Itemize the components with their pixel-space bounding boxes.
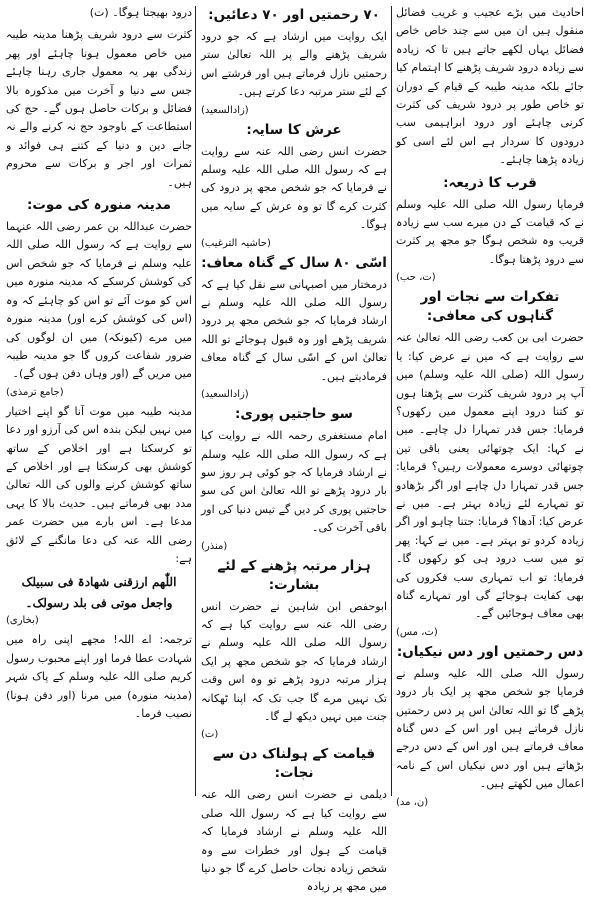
- document-page: [6, 4, 584, 894]
- intro-paragraph: احادیث میں بڑے عجیب و غریب فضائل منقول ہیں ان میں سے چند خاص خاص فضائل یہاں لکھے جاتے ہیں تا کہ زیادہ سے زیادہ درود شریف پڑھنے کا اہتمام کیا جائے بلکہ مدینہ طیبہ کے قیام کے دوران تو خاص طور پر درود شریف کی کثرت کرنی چاہئے اور درود ابراہیمی سب درودوں کا سردار ہے اس لئے اسی کو زیادہ پڑھنا چاہئے۔: [396, 6, 584, 167]
- column-middle: [201, 4, 387, 894]
- text-qurb: فرمایا رسول اللہ صلی اللہ علیہ وسلم نے کہ قیامت کے دن میرے سب سے زیادہ قریب وہ شخص ہوگا جو مجھ پر کثرت سے درود پڑھتا ہوگا۔: [396, 197, 584, 266]
- paragraph-kasrat: کثرت سے درود شریف پڑھنا مدینہ طیبہ میں خاص معمول ہونا چاہئے اور پھر زندگی بھر یہ معمول جاری رہنا چاہئے جس سے دنیا و آخرت میں مذکورہ بالا فضائل و برکات حاصل ہوں گے۔ حج کی استطاعت کے باوجود حج نہ کرنے والے نہ جانے دین و دنیا کے کتنے ہی فوائد و ثمرات اور اجر و برکات سے محروم ہیں۔: [6, 28, 192, 189]
- heading-sau-hajatein: سو حاجتیں پوری:: [235, 406, 353, 423]
- ref-continuation: (ت): [89, 6, 109, 19]
- text-70-rahmatein: ایک روایت میں ارشاد ہے کہ جو درود شریف پڑھنے والے پر اللہ تعالیٰ ستر رحمتیں نازل فرماتے ہیں اور فرشتے اس کے لئے ستر مرتبہ دعا کرتے ہیں۔: [201, 30, 387, 99]
- ref-hazar-martaba: (ت): [201, 729, 219, 741]
- heading-hazar-martaba: ہزار مرتبہ پڑھنے کے لئے بشارت:: [217, 557, 371, 593]
- ref-das-rahmatein: (ن، مد): [396, 796, 429, 808]
- text-continuation: [6, 4, 192, 22]
- text-najat: حضرت ابی بن کعب رضی اللہ تعالیٰ عنہ سے روایت ہے کہ میں نے عرض کیا: یا رسول اللہ (صلی اللہ علیہ وسلم) میں آپ پر درود شریف کثرت سے پڑھتا ہوں تو کتنا درود اپنے معمول میں رکھوں؟ فرمایا: جس قدر تمہارا دل چاہے۔ میں نے کہا: ایک چوتھائی یعنی باقی تین چوتھائی دوسرے معمولات رہیں؟ فرمایا: جس قدر تمہارا دل چاہے اور اگر بڑھادو تو تمہارے لئے زیادہ بہتر ہے۔ میں نے عرض کیا: آدھا؟ فرمایا: جتنا چاہو اور اگر زیادہ کردو تو بہتر ہے۔ میں نے کہا: پھر تو میں سب درود ہی کو رکھوں گا۔ فرمایا: تو اب تمہاری سب فکروں کی بھی کفایت ہوجائے گی اور تمہارے گناہ بھی معاف ہوجائیں گے۔: [396, 331, 584, 621]
- text-qiyamat: دیلمی نے حضرت انس رضی اللہ عنہ سے روایت کیا ہے کہ رسول اللہ صلی اللہ علیہ وسلم نے ارشاد فرمایا کہ قیامت کے ہول اور خطرات سے وہ شخص زیادہ نجات حاصل کرے گا جو دنیا میں مجھ پر زیادہ: [201, 788, 387, 894]
- heading-qurb: قرب کا ذریعہ:: [443, 174, 537, 191]
- ref-80-saal: (زادالسعید): [201, 389, 249, 401]
- heading-najat: تفکرات سے نجات اور گناہوں کی معافی:: [420, 289, 560, 325]
- heading-70-rahmatein: ۷۰ رحمتیں اور ۷۰ دعائیں:: [208, 7, 380, 23]
- text-das-rahmatein: رسول اللہ صلی اللہ علیہ وسلم نے فرمایا جو شخص مجھ پر ایک بار درود پڑھے گا تو اللہ تعالیٰ اس پر دس رحمتیں نازل فرماتے ہیں اور اس کے دس گناہ معاف فرماتے ہیں اور اس کے دس درجے بڑھاتے ہیں اور دس نیکیاں اس کے نامہ اعمال میں لکھتے ہیں۔: [396, 666, 584, 791]
- text-arsh: حضرت انس رضی اللہ عنہ سے روایت ہے کہ رسول اللہ صلی اللہ علیہ وسلم نے فرمایا کہ جو شخص مجھ پر درود کی کثرت کرے گا تو وہ عرش کے سایہ میں ہوگا۔: [201, 144, 387, 232]
- column-divider: [195, 6, 196, 796]
- ref-arsh: (حاشیہ الترغیب): [201, 237, 271, 249]
- dua-translation: ترجمہ: اے اللہ! مجھے اپنی راہ میں شہادت عطا فرما اور اپنے محبوب رسول کریم صلی اللہ علیہ وسلم کے پاک شہر (مدینہ منورہ) میں مرنا (اور دفن ہونا) نصیب فرما۔: [6, 633, 192, 720]
- ref-dua: (بخاری): [6, 615, 39, 627]
- ref-70-rahmatein: (زادالسعید): [201, 104, 249, 116]
- dua-arabic: اللّٰھم ارزقنی شھادۃ فی سبیلک واجعل موتی فی بلد رسولک۔: [21, 575, 177, 611]
- text-hazar-martaba: ابوحفص ابن شاہین نے حضرت انس رضی اللہ عنہ سے روایت کیا ہے کہ رسول اللہ صلی اللہ علیہ وسلم نے ارشاد فرمایا کہ جو شخص مجھ پر ایک ہزار مرتبہ درود پڑھے تو وہ اس وقت تک نہیں مرے گا جب تک کہ اپنا ٹھکانہ جنت میں نہیں دیکھ لے گا۔: [201, 599, 387, 723]
- ref-qurb: (ت، حب): [396, 272, 436, 284]
- heading-madina-maut: مدینہ منورہ کی موت:: [26, 197, 172, 214]
- heading-80-saal: اسّی ۸۰ سال کے گناہ معاف:: [201, 254, 387, 271]
- heading-arsh: عرش کا سایہ:: [246, 121, 342, 138]
- heading-qiyamat: قیامت کے ہولناک دن سے نجات:: [212, 746, 376, 782]
- ref-najat: (ت، مس): [396, 626, 438, 638]
- column-left: [6, 4, 192, 799]
- column-divider: [391, 6, 392, 796]
- text-80-saal: درمختار میں اصبہانی سے نقل کیا ہے کہ رسول اللہ صلی اللہ علیہ وسلم نے ارشاد فرمایا کہ جو شخص مجھ پر درود شریف پڑھے اور وہ قبول ہوجائے تو اللہ تعالیٰ اس کے اسّی سال کے گناہ معاف فرمادیتے ہیں۔: [201, 277, 387, 383]
- continuation-text: درود بھیجتا ہوگا۔: [112, 6, 192, 19]
- paragraph-ikhtiyar: مدینہ طیبہ میں موت آنا گو اپنے اختیار میں نہیں لیکن بندہ اس کی آرزو اور دعا تو کرسکتا ہے اور اخلاص کے ساتھ کوشش بھی کرسکتا ہے اور اخلاص کے ساتھ کوشش کرنے والوں کی اللہ تعالیٰ مدد بھی فرماتے ہیں۔ حدیث بالا کا یہی مدعا ہے۔ اس بارے میں حضرت عمر رضی اللہ عنہ کی دعا مانگنے کے لائق ہے:: [6, 404, 192, 565]
- text-madina-maut: حضرت عبداللہ بن عمر رضی اللہ عنہما سے روایت ہے کہ رسول اللہ صلی اللہ علیہ وسلم نے فرمایا کہ جو شخص اس کی کوشش کرسکے کہ مدینہ منورہ میں اس کو موت آئے تو اس کو چاہئے کہ وہ (اس کی کوشش کرے اور) مدینہ منورہ میں مرے (کیونکہ) میں ان لوگوں کی ضرور شفاعت کروں گا جو مدینہ طیبہ میں مریں گے (اور وہاں دفن ہوں گے)۔: [6, 220, 192, 381]
- heading-das-rahmatein: دس رحمتیں اور دس نیکیاں:: [396, 643, 584, 660]
- ref-sau-hajatein: (منذر): [201, 540, 228, 552]
- column-right: [396, 4, 584, 808]
- text-sau-hajatein: امام مستغفری رحمہ اللہ نے روایت کیا ہے کہ رسول اللہ صلی اللہ علیہ وسلم نے ارشاد فرمایا کہ جو کوئی ہر روز سو بار درود پڑھے تو اللہ تعالیٰ اس کی سو حاجتیں پوری کر دیں گے تیس دنیا کی اور باقی آخرت کی۔: [201, 429, 387, 535]
- ref-madina-maut: (جامع ترمذی): [6, 386, 64, 398]
